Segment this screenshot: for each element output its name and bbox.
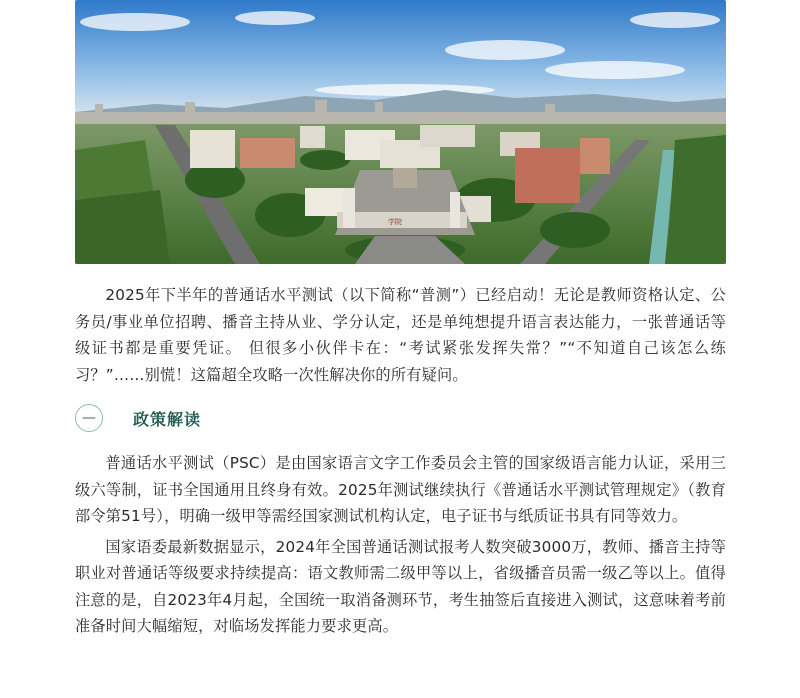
policy-paragraph-1: 普通话水平测试（PSC）是由国家语言文字工作委员会主管的国家级语言能力认证，采用三级六等制，证书全国通用且终身有效。2025年测试继续执行《普通话水平测试管理规定》（教育部令第51号），明确一级甲等需经国家测试机构认定，电子证书与纸质证书具有同等效力。 [75, 454, 726, 525]
intro-paragraph: 2025年下半年的普通话水平测试（以下简称“普测”）已经启动！无论是教师资格认定、公务员/事业单位招聘、播音主持从业、学分认定，还是单纯想提升语言表达能力，一张普通话等级证书都是重要凭证。 但很多小伙伴卡在：“考试紧张发挥失常？”“不知道自己该怎么练习？”……别慌！这篇超全攻略一次性解决你的所有疑问。 [75, 286, 726, 384]
section-title: 政策解读 [133, 409, 202, 429]
gate-sign: 学院 [388, 218, 402, 226]
section-header-policy [75, 398, 726, 438]
campus-aerial-photo [75, 0, 726, 264]
campus-aerial-illustration [75, 0, 726, 264]
article [75, 282, 726, 640]
section-number-badge: — [75, 404, 103, 432]
section-body-policy [75, 450, 726, 640]
policy-paragraph-2: 国家语委最新数据显示，2024年全国普通话测试报考人数突破3000万，教师、播音主持等职业对普通话等级要求持续提高：语文教师需二级甲等以上，省级播音员需一级乙等以上。值得注意的是，自2023年4月起，全国统一取消备测环节，考生抽签后直接进入测试，这意味着考前准备时间大幅缩短，对临场发挥能力要求更高。 [75, 537, 726, 635]
